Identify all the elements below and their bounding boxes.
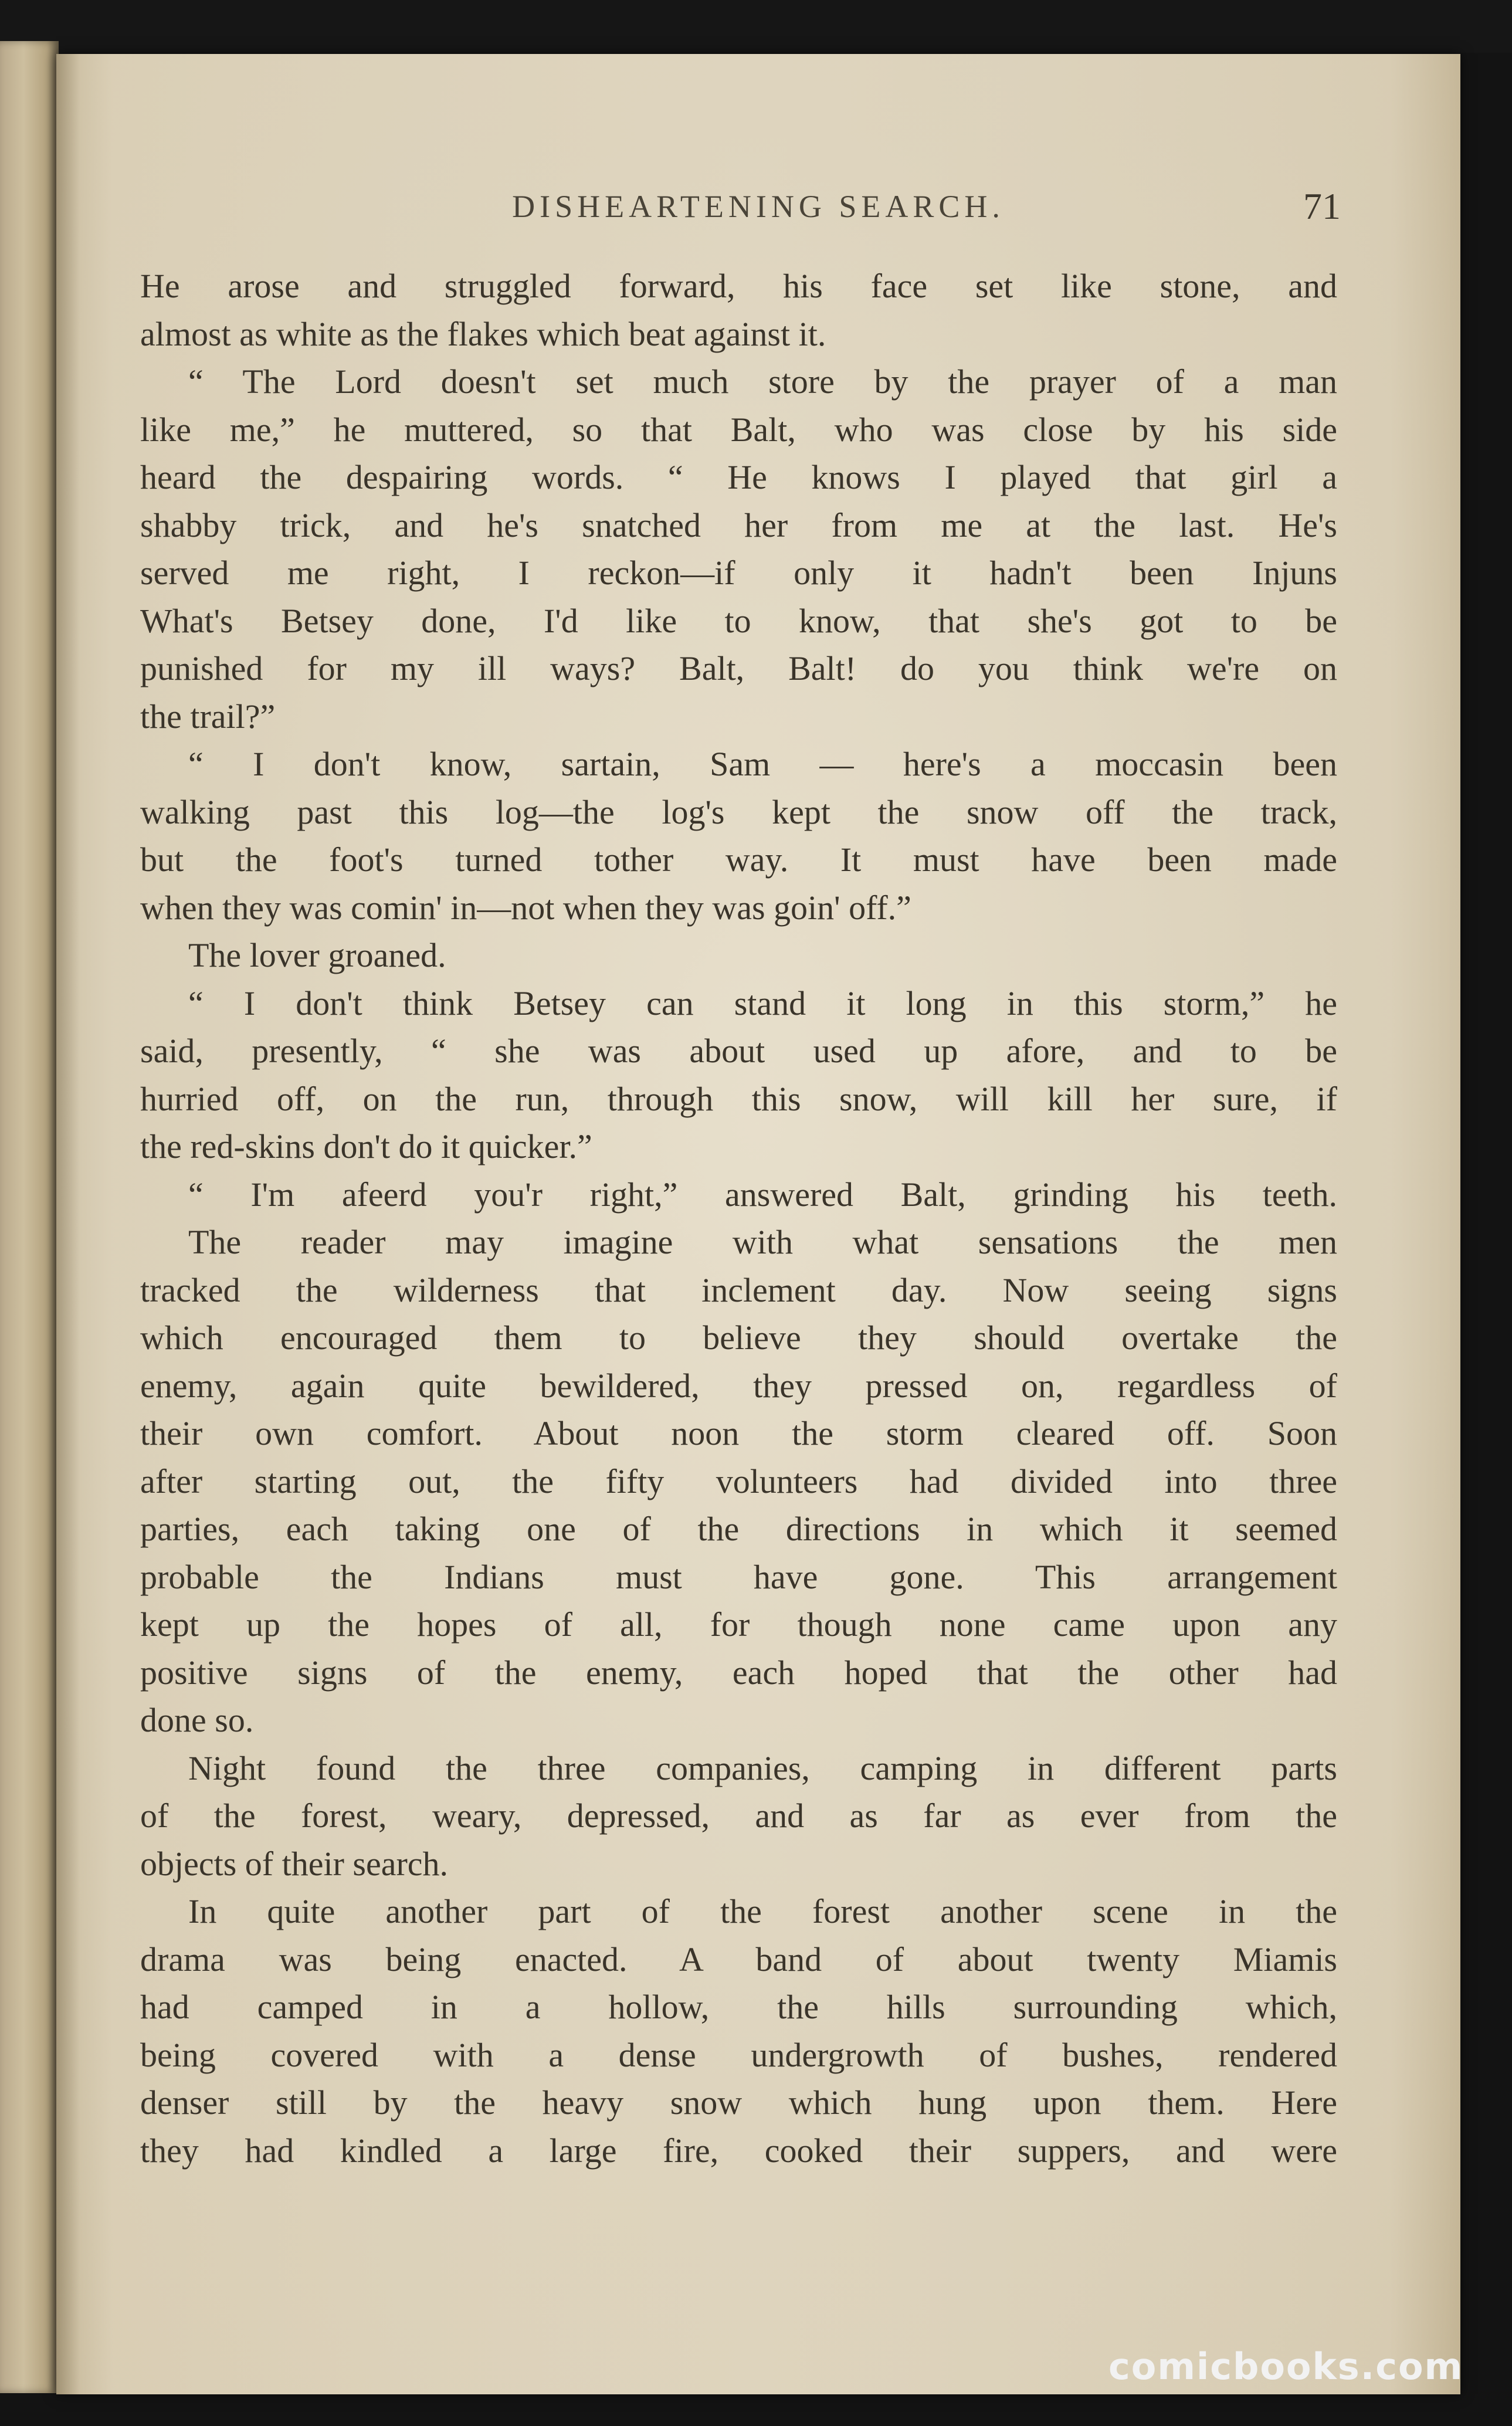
text-line: which encouraged them to believe they should overtake the xyxy=(140,1319,1337,1357)
text-line: of the forest, weary, depressed, and as far as ever from the xyxy=(140,1797,1337,1835)
text-line: The reader may imagine with what sensations the men xyxy=(188,1223,1337,1261)
text-line: the red-skins don't do it quicker.” xyxy=(140,1127,592,1165)
text-line: denser still by the heavy snow which hung upon them. Here xyxy=(140,2083,1337,2122)
text-line: He arose and struggled forward, his face set like stone, and xyxy=(140,267,1337,305)
text-line: “ The Lord doesn't set much store by the prayer of a man xyxy=(188,362,1337,401)
text-line: walking past this log—the log's kept the snow off the track, xyxy=(140,792,1337,831)
text-line: shabby trick, and he's snatched her from me at the last. He's xyxy=(140,506,1337,544)
text-line: but the foot's turned tother way. It must have been made xyxy=(140,841,1337,879)
text-line: had camped in a hollow, the hills surrounding which, xyxy=(140,1988,1337,2026)
text-line: said, presently, “ she was about used up afore, and to be xyxy=(140,1032,1337,1070)
text-line: like me,” he muttered, so that Balt, who was close by his side xyxy=(140,410,1337,449)
running-head xyxy=(56,171,1460,242)
text-line: “ I'm afeerd you'r right,” answered Balt, grinding his teeth. xyxy=(188,1175,1337,1214)
page-gutter-shadow xyxy=(56,54,80,2394)
text-line: heard the despairing words. “ He knows I played that girl a xyxy=(140,458,1337,496)
text-line: the trail?” xyxy=(140,697,276,736)
text-line: being covered with a dense undergrowth of bushes, rendered xyxy=(140,2035,1337,2074)
running-title: DISHEARTENING SEARCH. xyxy=(512,189,1005,224)
text-line: In quite another part of the forest another scene in the xyxy=(188,1892,1337,1930)
text-line: objects of their search. xyxy=(140,1844,449,1883)
text-line: served me right, I reckon—if only it hadn't been Injuns xyxy=(140,554,1337,592)
text-line: drama was being enacted. A band of about twenty Miamis xyxy=(140,1940,1337,1978)
text-line: hurried off, on the run, through this snow, will kill her sure, if xyxy=(140,1079,1337,1118)
text-line: enemy, again quite bewildered, they pressed on, regardless of xyxy=(140,1366,1337,1405)
page-number: 71 xyxy=(1303,185,1341,227)
text-line: What's Betsey done, I'd like to know, that she's got to be xyxy=(140,601,1337,640)
text-line: “ I don't think Betsey can stand it long in this storm,” he xyxy=(188,984,1337,1022)
text-line: parties, each taking one of the directions in which it seemed xyxy=(140,1510,1337,1548)
text-line: tracked the wilderness that inclement day. Now seeing signs xyxy=(140,1270,1337,1309)
text-line: done so. xyxy=(140,1701,254,1739)
text-line: “ I don't know, sartain, Sam — here's a moccasin been xyxy=(188,745,1337,783)
text-line: probable the Indians must have gone. This arrangement xyxy=(140,1557,1337,1596)
scan-background xyxy=(0,0,1512,53)
watermark-text: comicbooks.com xyxy=(1108,2345,1464,2388)
text-line: after starting out, the fifty volunteers had divided into three xyxy=(140,1462,1337,1500)
text-line: punished for my ill ways? Balt, Balt! do you think we're on xyxy=(140,649,1337,687)
text-line: Night found the three companies, camping in different parts xyxy=(188,1749,1337,1787)
text-line: positive signs of the enemy, each hoped that the other had xyxy=(140,1653,1337,1692)
text-line: kept up the hopes of all, for though none came upon any xyxy=(140,1605,1337,1644)
book-spine xyxy=(0,41,59,2393)
book-page xyxy=(56,54,1460,2394)
text-line: their own comfort. About noon the storm cleared off. Soon xyxy=(140,1414,1337,1452)
text-line: The lover groaned. xyxy=(188,936,446,974)
text-line: when they was comin' in—not when they was goin' off.” xyxy=(140,888,911,927)
text-line: almost as white as the flakes which beat against it. xyxy=(140,314,826,353)
body-text xyxy=(140,262,1337,2174)
text-line: they had kindled a large fire, cooked their suppers, and were xyxy=(140,2131,1337,2170)
